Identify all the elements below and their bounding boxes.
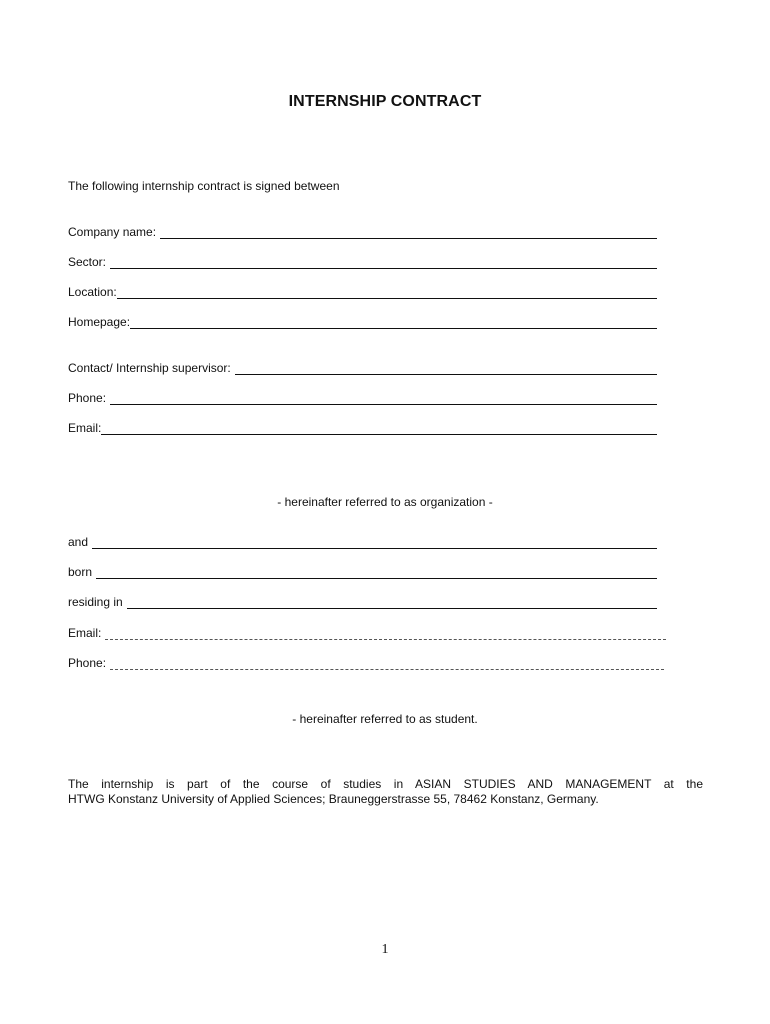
student-phone-line[interactable] xyxy=(110,657,664,670)
company-name-line[interactable] xyxy=(160,226,657,239)
location-line[interactable] xyxy=(117,286,657,299)
course-paragraph-line-1: The internship is part of the course of studies in ASIAN STUDIES AND MANAGEMENT at the xyxy=(68,777,703,791)
intro-text: The following internship contract is signed between xyxy=(68,179,340,193)
student-email-field[interactable] xyxy=(68,624,666,640)
organization-note: - hereinafter referred to as organization - xyxy=(277,495,493,509)
supervisor-phone-label: Phone: xyxy=(68,391,107,405)
student-born-field[interactable] xyxy=(68,563,657,579)
document-title: INTERNSHIP CONTRACT xyxy=(288,93,482,110)
student-residence-label: residing in xyxy=(68,595,123,609)
sector-label: Sector: xyxy=(68,255,107,269)
course-paragraph-line-2: HTWG Konstanz University of Applied Sciences; Brauneggerstrasse 55, 78462 Konstanz, Germany. xyxy=(68,792,599,806)
student-phone-field[interactable] xyxy=(68,654,664,670)
course-paragraph xyxy=(68,777,703,807)
student-born-label: born xyxy=(68,565,93,579)
company-name-field[interactable] xyxy=(68,223,657,239)
sector-field[interactable] xyxy=(68,253,657,269)
student-residence-field[interactable] xyxy=(68,593,657,609)
student-born-line[interactable] xyxy=(96,566,657,579)
student-email-label: Email: xyxy=(68,626,102,640)
company-name-label: Company name: xyxy=(68,225,157,239)
student-name-label: and xyxy=(68,535,89,549)
homepage-label: Homepage: xyxy=(68,315,131,329)
student-name-field[interactable] xyxy=(68,533,657,549)
student-note: - hereinafter referred to as student. xyxy=(292,712,478,726)
supervisor-field[interactable] xyxy=(68,359,657,375)
student-name-line[interactable] xyxy=(92,536,657,549)
student-phone-label: Phone: xyxy=(68,656,107,670)
supervisor-email-field[interactable] xyxy=(68,419,657,435)
homepage-line[interactable] xyxy=(130,316,657,329)
supervisor-email-line[interactable] xyxy=(101,422,657,435)
homepage-field[interactable] xyxy=(68,313,657,329)
supervisor-phone-line[interactable] xyxy=(110,392,657,405)
page-number: 1 xyxy=(381,942,389,957)
sector-line[interactable] xyxy=(110,256,657,269)
supervisor-phone-field[interactable] xyxy=(68,389,657,405)
student-email-line[interactable] xyxy=(105,627,666,640)
location-field[interactable] xyxy=(68,283,657,299)
supervisor-label: Contact/ Internship supervisor: xyxy=(68,361,231,375)
supervisor-email-label: Email: xyxy=(68,421,102,435)
supervisor-line[interactable] xyxy=(235,362,657,375)
location-label: Location: xyxy=(68,285,117,299)
student-residence-line[interactable] xyxy=(127,596,657,609)
